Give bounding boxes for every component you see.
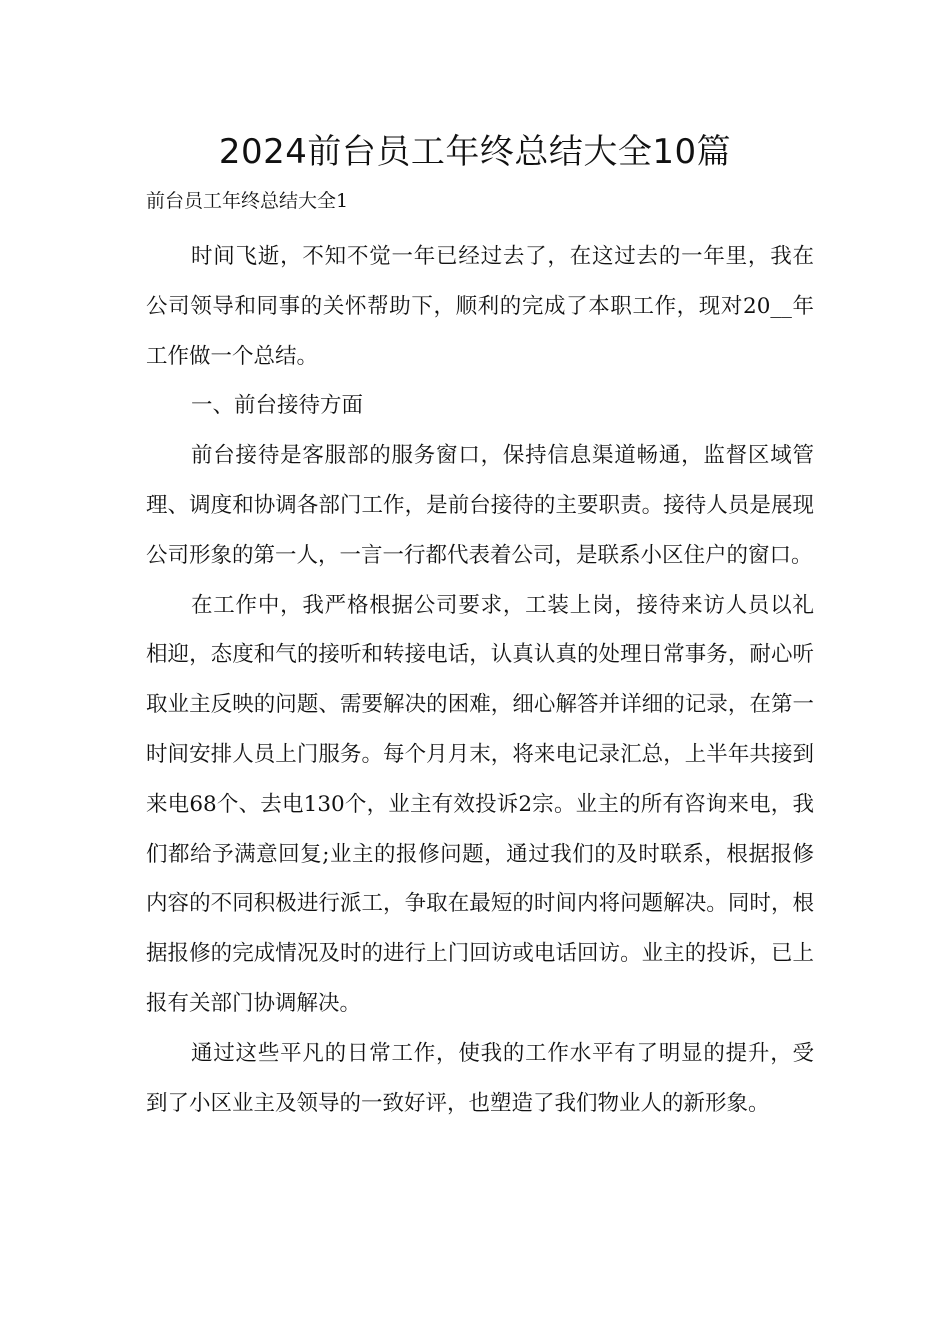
paragraph-intro: 时间飞逝，不知不觉一年已经过去了，在这过去的一年里，我在公司领导和同事的关怀帮助下，顺利的完成了本职工作，现对20__年工作做一个总结。 xyxy=(146,244,814,369)
section-heading: 一、前台接待方面 xyxy=(191,393,364,419)
paragraph-reception-duties: 前台接待是客服部的服务窗口，保持信息渠道畅通，监督区域管理、调度和协调各部门工作，是前台接待的主要职责。接待人员是展现公司形象的第一人，一言一行都代表着公司，是联系小区住户的窗口。 xyxy=(146,443,814,568)
paragraph-work-details: 在工作中，我严格根据公司要求，工装上岗，接待来访人员以礼相迎，态度和气的接听和转接电话，认真认真的处理日常事务，耐心听取业主反映的问题、需要解决的困难，细心解答并详细的记录，在第一时间安排人员上门服务。每个月月末，将来电记录汇总，上半年共接到来电68个、去电130个，业主有效投诉2宗。业主的所有咨询来电，我们都给予满意回复;业主的报修问题，通过我们的及时联系，根据报修内容的不同积极进行派工，争取在最短的时间内将问题解决。同时，根据报修的完成情况及时的进行上门回访或电话回访。业主的投诉，已上报有关部门协调解决。 xyxy=(146,592,814,1016)
paragraph-summary: 通过这些平凡的日常工作，使我的工作水平有了明显的提升，受到了小区业主及领导的一致好评，也塑造了我们物业人的新形象。 xyxy=(146,1040,814,1116)
document-body xyxy=(146,232,814,1128)
document-subtitle: 前台员工年终总结大全1 xyxy=(146,190,349,212)
document-title: 2024前台员工年终总结大全10篇 xyxy=(218,132,732,172)
